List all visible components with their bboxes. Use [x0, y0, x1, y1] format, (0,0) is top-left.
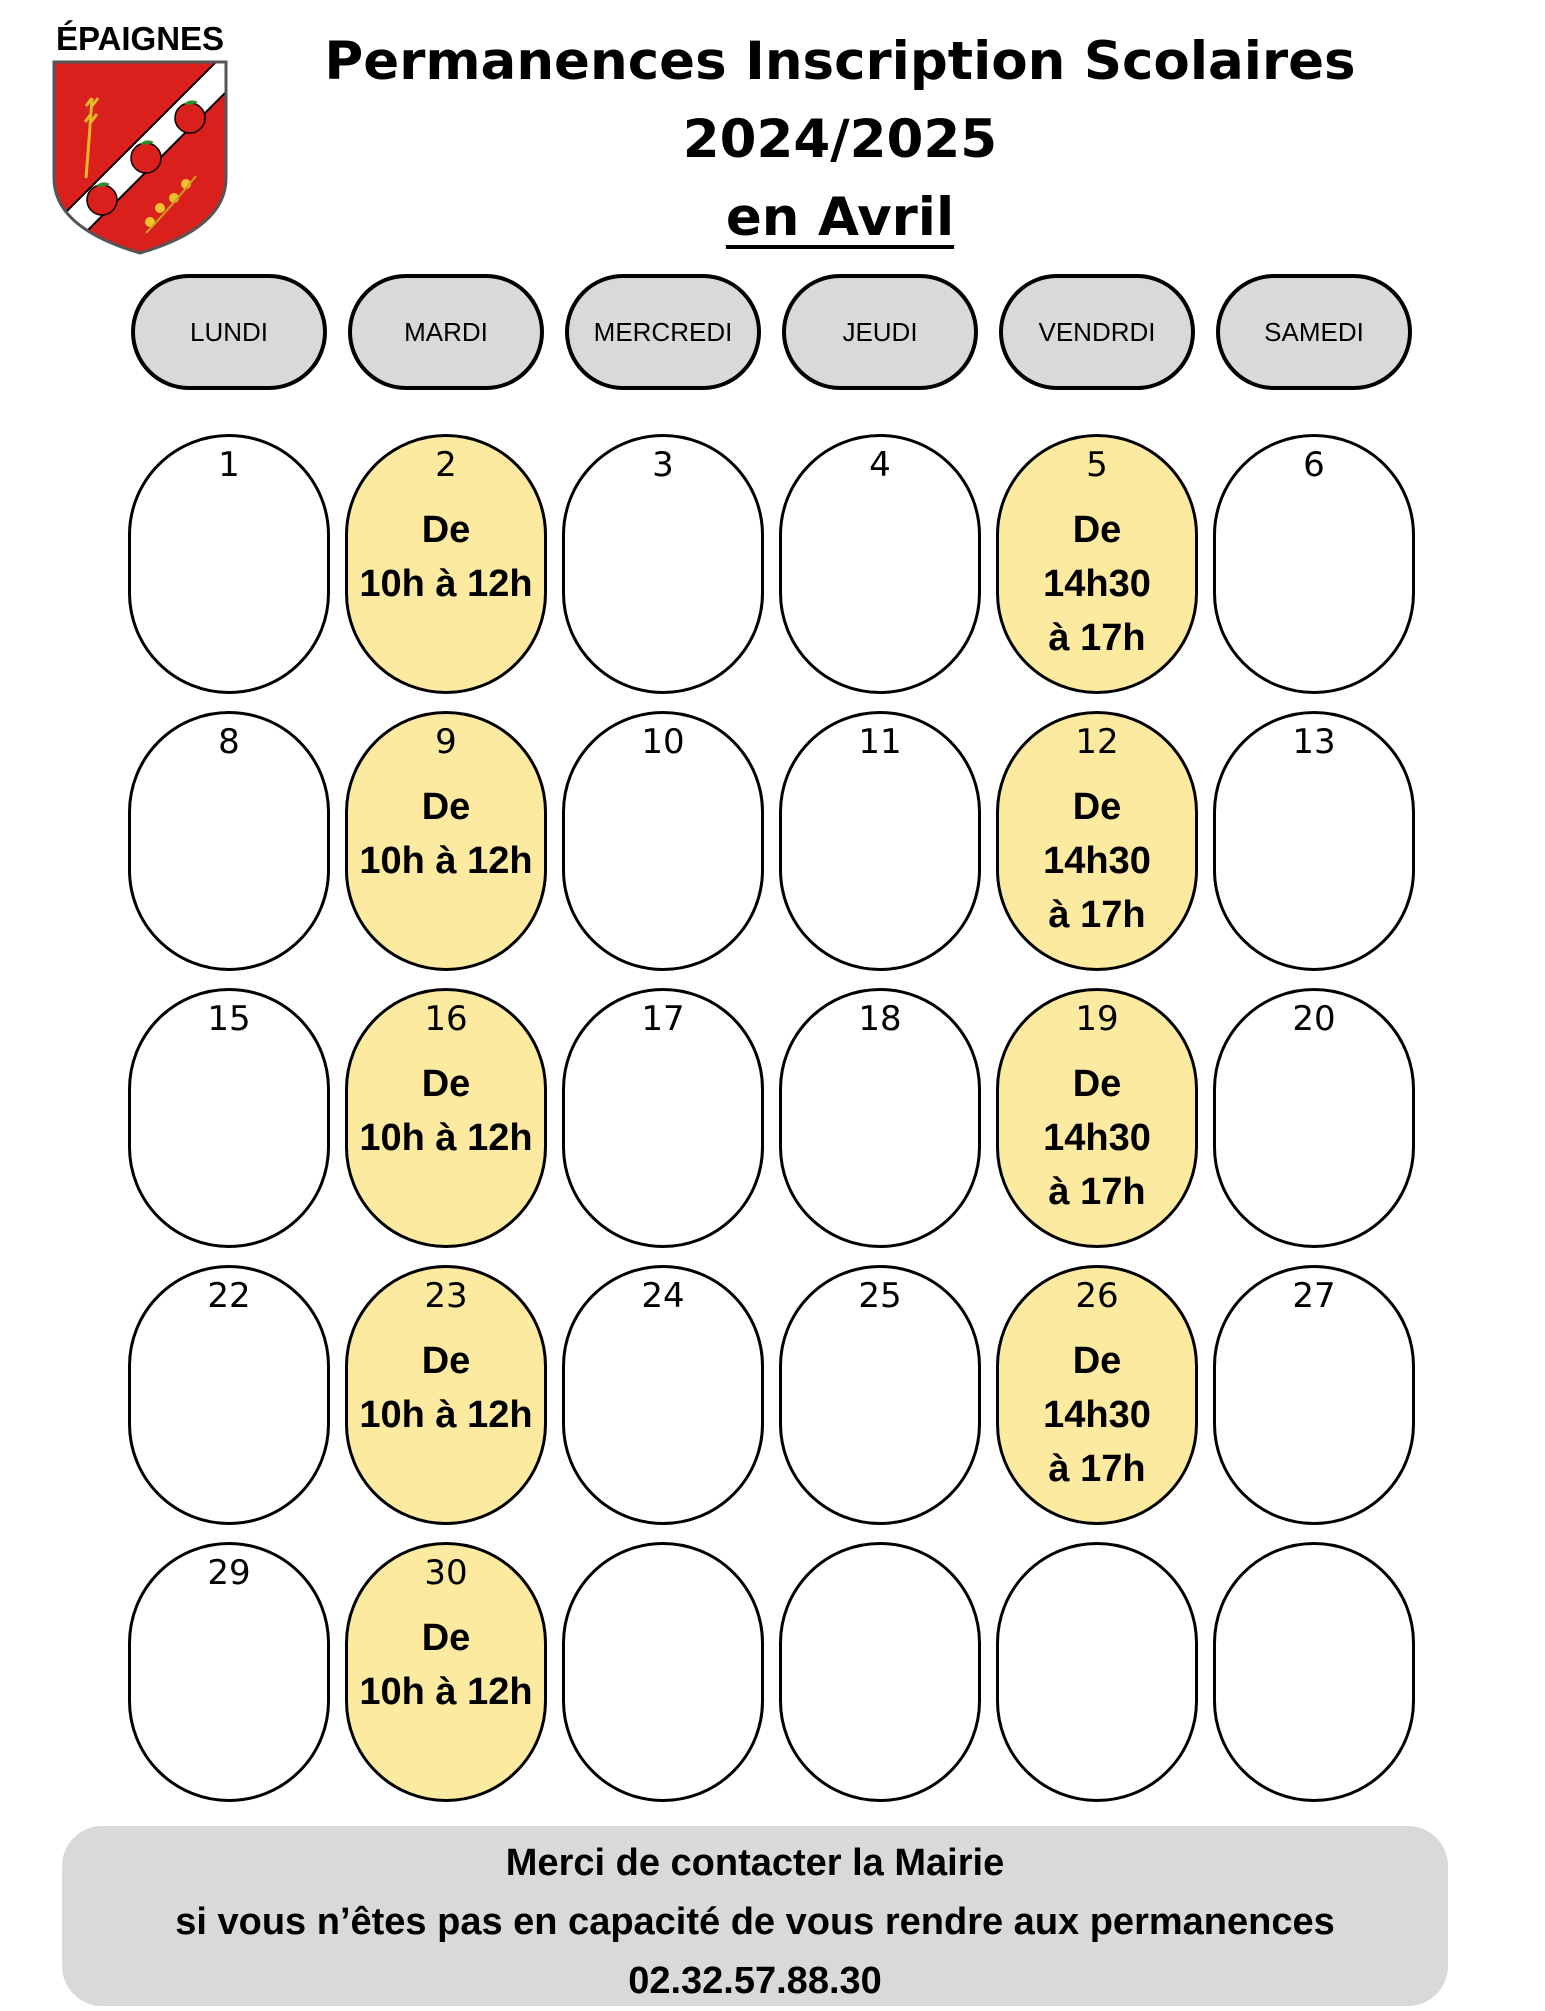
day-number: 23	[424, 1276, 468, 1316]
day-cell-12	[996, 711, 1198, 971]
schedule-line3: à 17h	[1048, 1171, 1146, 1213]
day-cell-15	[128, 988, 330, 1248]
day-cell-18	[779, 988, 981, 1248]
schedule-line1: De	[421, 1063, 471, 1105]
schedule-line2: 14h30	[1043, 840, 1151, 882]
day-number: 10	[641, 722, 685, 762]
day-cell-16	[345, 988, 547, 1248]
day-cell-9	[345, 711, 547, 971]
day-cell-23	[345, 1265, 547, 1525]
day-number: 26	[1075, 1276, 1119, 1316]
day-number: 24	[641, 1276, 685, 1316]
schedule-hours	[348, 1334, 544, 1442]
coat-of-arms	[50, 20, 230, 256]
day-number: 13	[1292, 722, 1336, 762]
schedule-line2: 10h à 12h	[359, 1671, 533, 1713]
contact-notice	[62, 1826, 1448, 2006]
schedule-line2: 14h30	[1043, 563, 1151, 605]
crest-town-name: ÉPAIGNES	[55, 20, 225, 57]
schedule-line1: De	[1072, 786, 1122, 828]
day-cell-26	[996, 1265, 1198, 1525]
schedule-line3: à 17h	[1048, 617, 1146, 659]
schedule-hours	[348, 503, 544, 611]
schedule-hours	[348, 780, 544, 888]
day-cell-5	[996, 434, 1198, 694]
day-cell-24	[562, 1265, 764, 1525]
weekday-vendrdi: VENDRDI	[999, 274, 1195, 390]
day-cell-25	[779, 1265, 981, 1525]
weekday-mardi: MARDI	[348, 274, 544, 390]
schedule-line2: 14h30	[1043, 1394, 1151, 1436]
schedule-line1: De	[1072, 509, 1122, 551]
day-cell-3	[562, 434, 764, 694]
schedule-hours	[348, 1611, 544, 1719]
day-cell-2	[345, 434, 547, 694]
schedule-line2: 10h à 12h	[359, 563, 533, 605]
empty-day-cell	[779, 1542, 981, 1802]
day-number: 22	[207, 1276, 251, 1316]
school-year: 2024/2025	[682, 109, 998, 170]
day-number: 29	[207, 1553, 251, 1593]
day-number: 18	[858, 999, 902, 1039]
day-cell-30	[345, 1542, 547, 1802]
schedule-hours	[999, 1057, 1195, 1219]
weekday-mercredi: MERCREDI	[565, 274, 761, 390]
day-cell-11	[779, 711, 981, 971]
day-cell-6	[1213, 434, 1415, 694]
schedule-line2: 14h30	[1043, 1117, 1151, 1159]
month-label: en Avril	[725, 187, 955, 248]
contact-line-2: si vous n’êtes pas en capacité de vous rendre aux permanences	[175, 1901, 1335, 1943]
day-number: 17	[641, 999, 685, 1039]
day-cell-1	[128, 434, 330, 694]
schedule-hours	[999, 780, 1195, 942]
page-title: Permanences Inscription Scolaires	[324, 31, 1356, 92]
day-cell-10	[562, 711, 764, 971]
schedule-line1: De	[421, 1340, 471, 1382]
schedule-line2: 10h à 12h	[359, 1117, 533, 1159]
schedule-line3: à 17h	[1048, 1448, 1146, 1490]
day-number: 19	[1075, 999, 1119, 1039]
empty-day-cell	[996, 1542, 1198, 1802]
day-number: 15	[207, 999, 251, 1039]
day-number: 9	[435, 722, 457, 762]
contact-phone: 02.32.57.88.30	[628, 1960, 882, 2002]
schedule-line1: De	[421, 1617, 471, 1659]
day-number: 30	[424, 1553, 468, 1593]
schedule-line3: à 17h	[1048, 894, 1146, 936]
day-cell-8	[128, 711, 330, 971]
month-title	[240, 178, 1440, 258]
day-number: 3	[652, 445, 674, 485]
day-cell-29	[128, 1542, 330, 1802]
day-number: 5	[1086, 445, 1108, 485]
day-number: 25	[858, 1276, 902, 1316]
day-number: 11	[858, 722, 902, 762]
day-number: 8	[218, 722, 240, 762]
schedule-line1: De	[421, 509, 471, 551]
empty-day-cell	[562, 1542, 764, 1802]
contact-line-1: Merci de contacter la Mairie	[505, 1842, 1005, 1884]
day-number: 16	[424, 999, 468, 1039]
day-cell-22	[128, 1265, 330, 1525]
schedule-line2: 10h à 12h	[359, 840, 533, 882]
schedule-hours	[348, 1057, 544, 1165]
weekday-lundi: LUNDI	[131, 274, 327, 390]
schedule-line1: De	[1072, 1063, 1122, 1105]
day-number: 6	[1303, 445, 1325, 485]
day-number: 27	[1292, 1276, 1336, 1316]
day-cell-20	[1213, 988, 1415, 1248]
schedule-line2: 10h à 12h	[359, 1394, 533, 1436]
day-cell-27	[1213, 1265, 1415, 1525]
schedule-line1: De	[421, 786, 471, 828]
day-number: 20	[1292, 999, 1336, 1039]
day-cell-17	[562, 988, 764, 1248]
day-number: 12	[1075, 722, 1119, 762]
schedule-hours	[999, 1334, 1195, 1496]
day-number: 2	[435, 445, 457, 485]
weekday-samedi: SAMEDI	[1216, 274, 1412, 390]
day-cell-13	[1213, 711, 1415, 971]
day-number: 4	[869, 445, 891, 485]
weekday-jeudi: JEUDI	[782, 274, 978, 390]
day-cell-19	[996, 988, 1198, 1248]
schedule-line1: De	[1072, 1340, 1122, 1382]
day-number: 1	[218, 445, 240, 485]
schedule-hours	[999, 503, 1195, 665]
shield-icon	[50, 58, 230, 256]
day-cell-4	[779, 434, 981, 694]
empty-day-cell	[1213, 1542, 1415, 1802]
